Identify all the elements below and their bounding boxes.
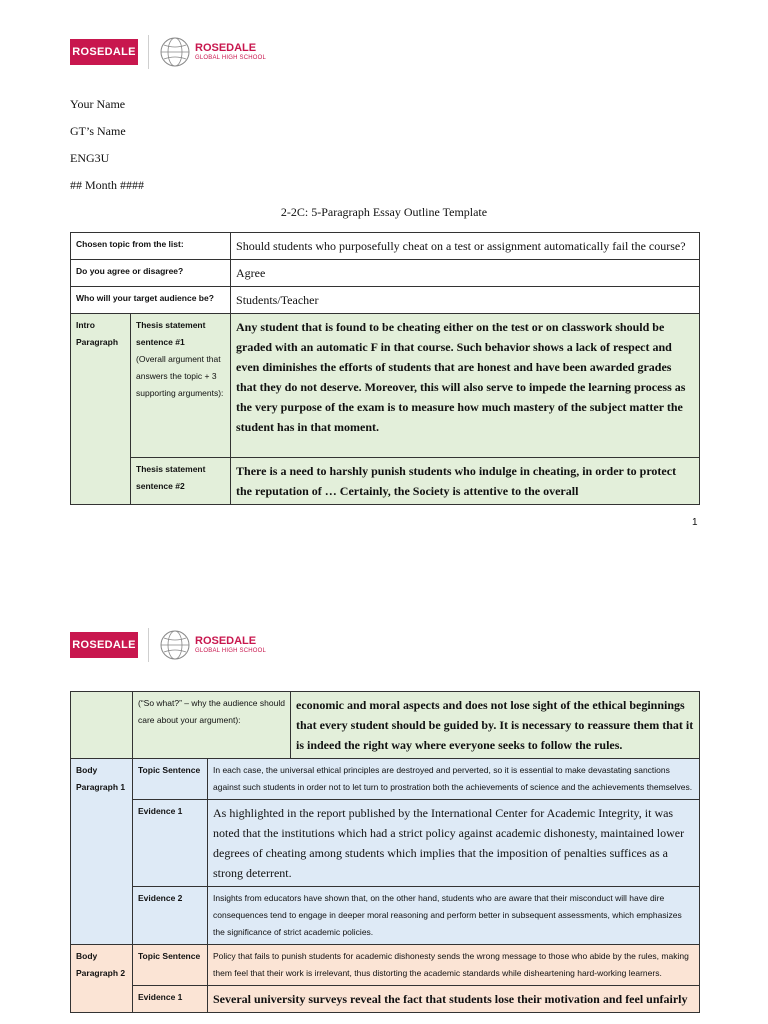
body1-evidence2-label: Evidence 2 (133, 887, 208, 945)
logo-header (70, 35, 266, 69)
table-row (71, 260, 700, 287)
your-name-field: Your Name (70, 97, 126, 111)
school-subtitle: GLOBAL HIGH SCHOOL (195, 648, 267, 654)
table-row (71, 986, 700, 1013)
topic-label: Chosen topic from the list: (71, 233, 231, 260)
school-wordmark (195, 43, 266, 61)
logo-divider (148, 35, 149, 69)
topic-value[interactable]: Should students who purposefully cheat on a test or assignment automatically fail the course? (231, 233, 700, 260)
globe-icon (159, 629, 191, 661)
body2-label: Body Paragraph 2 (71, 945, 133, 1013)
school-wordmark (195, 636, 266, 654)
globe-icon (159, 36, 191, 68)
body1-evidence1-label: Evidence 1 (133, 800, 208, 887)
logo-divider (148, 628, 149, 662)
table-row (71, 887, 700, 945)
agree-label: Do you agree or disagree? (71, 260, 231, 287)
body2-evidence1-text[interactable]: Several university surveys reveal the fact that students lose their motivation and feel unfairly (208, 986, 700, 1013)
body2-topic-label: Topic Sentence (133, 945, 208, 986)
thesis1-hint: (Overall argument that answers the topic + 3 supporting arguments): (136, 354, 224, 398)
table-row (71, 759, 700, 800)
table-row (71, 233, 700, 260)
table-row (71, 287, 700, 314)
outline-table-page1 (70, 232, 700, 505)
school-subtitle: GLOBAL HIGH SCHOOL (195, 55, 267, 61)
rosedale-logo-badge: ROSEDALE (70, 39, 138, 65)
document-title: 2-2C: 5-Paragraph Essay Outline Template (280, 205, 488, 219)
thesis1-label: Thesis statement sentence #1 (136, 320, 206, 347)
body2-evidence1-label: Evidence 1 (133, 986, 208, 1013)
outline-table-page2 (70, 691, 700, 1013)
table-row (71, 458, 700, 505)
body1-evidence1-text[interactable]: As highlighted in the report published by the International Center for Academic Integrity, it was noted that the institutions which had a strict policy against academic dishonesty, maintained lower degrees of cheating among students which implies that the imposition of penalties suffices as a strong deterrent. (208, 800, 700, 887)
thesis2-hint: (“So what?” – why the audience should care about your argument): (133, 692, 291, 759)
thesis2-text[interactable]: There is a need to harshly punish students who indulge in cheating, in order to protect the reputation of … Certainly, the Society is attentive to the overall (231, 458, 700, 505)
body1-label: Body Paragraph 1 (71, 759, 133, 945)
body1-topic-text[interactable]: In each case, the universal ethical principles are destroyed and perverted, so it is essential to make devastating sanctions against such students in order not to let turn to prostration both the achievements of science and the achievements themselves. (208, 759, 700, 800)
school-name: ROSEDALE (195, 635, 257, 647)
table-row (71, 945, 700, 986)
page-number: 1 (692, 517, 698, 528)
logo-header-page2 (70, 628, 266, 662)
thesis2-continuation[interactable]: economic and moral aspects and does not lose sight of the ethical beginnings that every student should be guided by. It is necessary to reassure them that it is indeed the right way where everyone seeks to follow the rules. (291, 692, 700, 759)
table-row (71, 800, 700, 887)
body2-topic-text[interactable]: Policy that fails to punish students for academic dishonesty sends the wrong message to those who abide by the rules, making them feel that their work is irrelevant, thus distorting the academic standards while disheartening hard-working learners. (208, 945, 700, 986)
thesis2-label: Thesis statement sentence #2 (131, 458, 231, 505)
body1-topic-label: Topic Sentence (133, 759, 208, 800)
thesis1-text[interactable]: Any student that is found to be cheating either on the test or on classwork should be graded with an automatic F in that course. Such behavior shows a lack of respect and even diminishes the efforts of students that are honest and have been awarded grades that they do not deserve. Moreover, this will also serve to impede the learning process as the very purpose of the exam is to measure how much mastery of the subject matter the student has in that moment. (231, 314, 700, 458)
date-field: ## Month #### (70, 178, 145, 192)
thesis1-label-cell (131, 314, 231, 458)
page2-table-clip (0, 690, 768, 1024)
audience-value[interactable]: Students/Teacher (231, 287, 700, 314)
agree-value[interactable]: Agree (231, 260, 700, 287)
table-row (71, 314, 700, 458)
table-row (71, 692, 700, 759)
audience-label: Who will your target audience be? (71, 287, 231, 314)
course-code: ENG3U (70, 151, 110, 165)
gt-name-field: GT’s Name (70, 124, 126, 138)
intro-paragraph-label: Intro Paragraph (71, 314, 131, 505)
intro-continuation-cell (71, 692, 133, 759)
body1-evidence2-text[interactable]: Insights from educators have shown that, on the other hand, students who are aware that their misconduct will have dire consequences tend to engage in deeper moral reasoning and perform better in subsequent assessments, which emphasizes the significance of strict academic policies. (208, 887, 700, 945)
school-name: ROSEDALE (195, 42, 257, 54)
rosedale-logo-badge: ROSEDALE (70, 632, 138, 658)
